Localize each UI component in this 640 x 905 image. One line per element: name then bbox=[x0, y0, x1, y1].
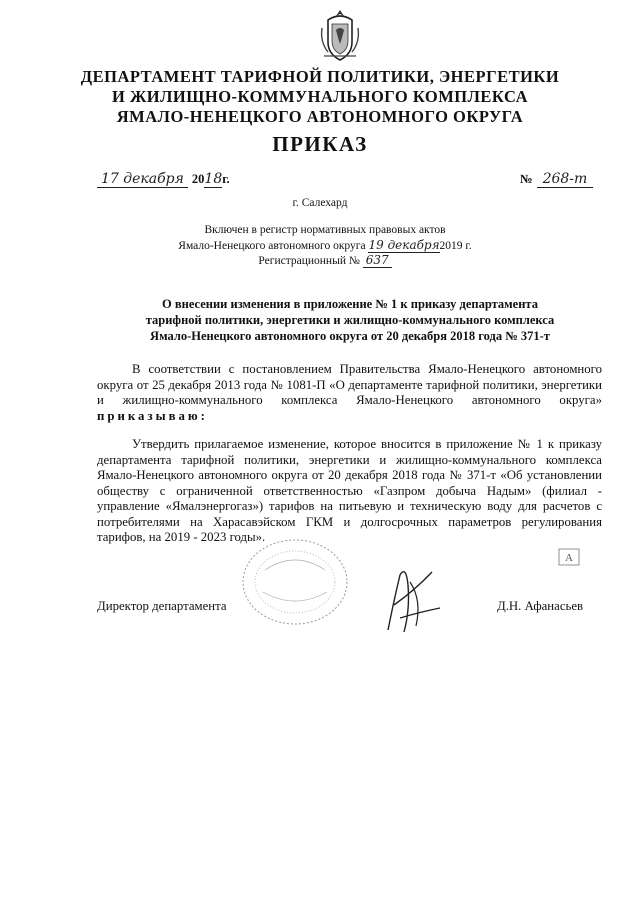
official-seal-stamp bbox=[235, 530, 365, 630]
subject-line-3: Ямало-Ненецкого автономного округа от 20 декабря 2018 года № 371-т bbox=[150, 329, 550, 343]
registry-number-handwritten: 637 bbox=[363, 253, 392, 268]
document-type-title: ПРИКАЗ bbox=[272, 132, 368, 156]
order-subject bbox=[100, 296, 600, 344]
signatory-name: Д.Н. Афанасьев bbox=[497, 599, 584, 613]
department-name-line-2: И ЖИЛИЩНО-КОММУНАЛЬНОГО КОМПЛЕКСА bbox=[112, 87, 528, 106]
registry-year: 2019 г. bbox=[439, 240, 472, 252]
year-suffix: г. bbox=[222, 172, 230, 186]
margin-stamp-icon bbox=[558, 548, 580, 566]
svg-text:А: А bbox=[565, 552, 573, 564]
number-label: № bbox=[520, 172, 533, 186]
registry-number-label: Регистрационный № bbox=[258, 255, 360, 267]
subject-line-2: тарифной политики, энергетики и жилищно-коммунального комплекса bbox=[145, 313, 555, 327]
order-word: приказываю: bbox=[97, 408, 208, 423]
registry-line-3 bbox=[140, 253, 510, 270]
coat-of-arms-emblem bbox=[318, 8, 362, 64]
department-name-line-1: ДЕПАРТАМЕНТ ТАРИФНОЙ ПОЛИТИКИ, ЭНЕРГЕТИКИ bbox=[80, 67, 560, 86]
subject-line-1: О внесении изменения в приложение № 1 к приказу департамента bbox=[162, 297, 538, 311]
city: г. Салехард bbox=[292, 197, 348, 209]
year-handwritten: 18 bbox=[204, 171, 223, 187]
signatory-position: Директор департамента bbox=[97, 599, 227, 613]
margin-stamp-mark bbox=[558, 548, 580, 571]
registry-line-2-prefix: Ямало-Ненецкого автономного округа bbox=[178, 240, 366, 252]
registry-line-1: Включен в регистр нормативных правовых актов bbox=[204, 224, 446, 236]
order-number bbox=[520, 170, 593, 188]
date-handwritten: 17 декабря bbox=[97, 171, 188, 188]
registry-date-handwritten: 19 декабря bbox=[368, 238, 440, 252]
year-prefix: 20 bbox=[191, 172, 205, 186]
main-paragraph: Утвердить прилагаемое изменение, которое вносится в приложение № 1 к приказу департамента тарифной политики, энергетики и жилищно-коммунального комплекса Ямало-Ненецкого автономного округа от 20 декабря 2018 года № 371-т «Об установлении обществу с ограниченной ответственностью «Газпром добыча Надым» (филиал - управление «Ямалэнергогаз») тарифов на питьевую и техническую воду для расчетов с потребителями на Харасавэйском ГКМ и долгосрочных параметров регулирования тарифов, на 2019 - 2023 годы». bbox=[97, 437, 602, 544]
number-handwritten: 268-т bbox=[537, 171, 594, 188]
handwritten-signature bbox=[370, 560, 450, 640]
order-date bbox=[97, 170, 230, 188]
department-name-line-3: ЯМАЛО-НЕНЕЦКОГО АВТОНОМНОГО ОКРУГА bbox=[116, 107, 524, 126]
preamble-paragraph bbox=[97, 362, 602, 424]
preamble-text: В соответствии с постановлением Правительства Ямало-Ненецкого автономного округа от 25 декабря 2013 года № 1081-П «О департаменте тарифной политики, энергетики и жилищно-коммунального комплекса Ямало-Ненецкого автономного округа» bbox=[97, 362, 602, 407]
